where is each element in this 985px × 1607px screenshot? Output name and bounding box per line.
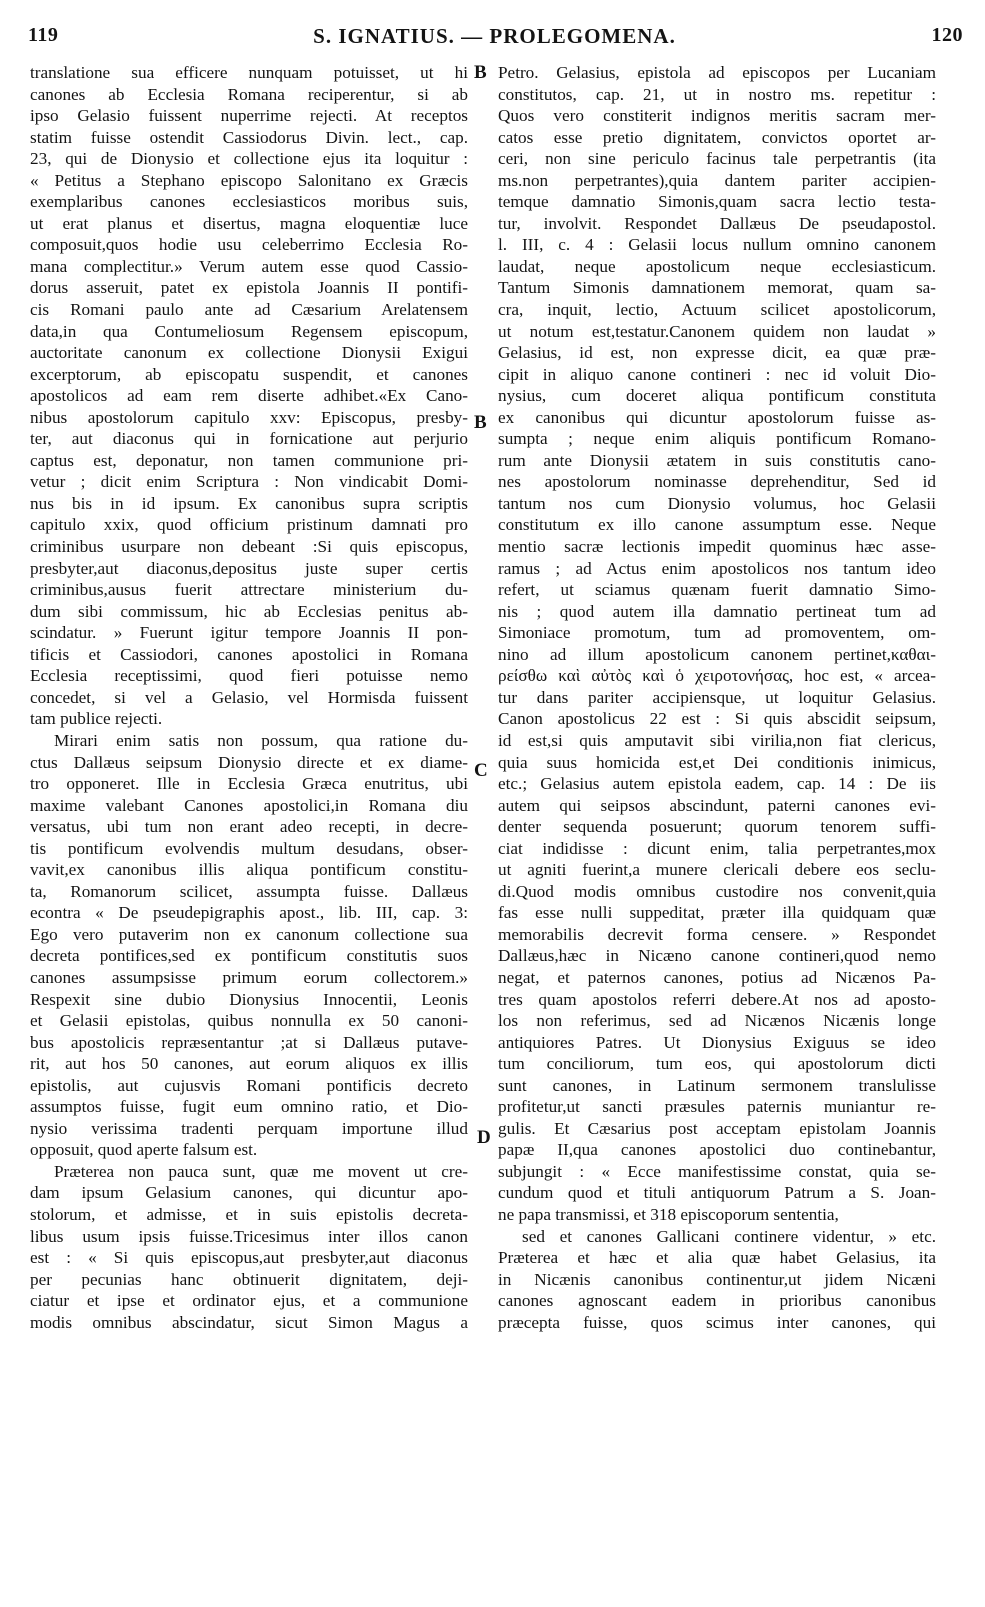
text-line: stolorum, et admisse, et in suis epistolis decreta- bbox=[30, 1204, 468, 1224]
text-line: cra, inquit, lectio, Actuum scilicet apostolicorum, bbox=[498, 300, 936, 320]
text-line: ciatur et ipse et ordinator ejus, et a communione bbox=[30, 1291, 468, 1311]
text-line: tur dans pariter accipiensque, ut loquitur Gelasius. bbox=[498, 687, 936, 707]
text-line: ne papa transmissi, et 318 episcoporum sententia, bbox=[498, 1204, 839, 1224]
margin-marker-d: D bbox=[477, 1127, 491, 1148]
text-line: subjungit : « Ecce manifestissime constat, quia se- bbox=[498, 1161, 936, 1181]
text-line: sumpta ; neque enim aliquis pontificum Romano- bbox=[498, 429, 936, 449]
text-line: rit, aut hos 50 canones, aut eorum aliquos ex illis bbox=[30, 1054, 468, 1074]
text-line: capitulo xxix, quod officium pristinum damnati pro bbox=[30, 515, 468, 535]
text-line: quia suus homicida est,et Dei conditionis inimicus, bbox=[498, 752, 936, 772]
text-line: econtra « De pseudepigraphis apost., lib. III, cap. 3: bbox=[30, 903, 468, 923]
text-line: ρείσθω καὶ αὐτὸς καὶ ὁ χειροτονήσας, hoc est, « arcea- bbox=[498, 666, 936, 686]
text-line: presbyter,aut diaconus,depositus juste super certis bbox=[30, 558, 468, 578]
margin-marker-b-top: B bbox=[474, 62, 487, 83]
text-line: Petro. Gelasius, epistola ad episcopos per Lucaniam bbox=[498, 63, 936, 82]
text-line: nysio verissima tradenti perquam importune illud bbox=[30, 1118, 468, 1138]
text-line: concedet, si vel a Gelasio, vel Hormisda fuissent bbox=[30, 687, 468, 707]
text-line: maxime valebant Canones apostolici,in Romana diu bbox=[30, 795, 468, 815]
text-line: constitutum ex illo canone assumptum esse. Neque bbox=[498, 515, 936, 535]
text-line: tro opponeret. Ille in Ecclesia Græca enutritus, ubi bbox=[30, 774, 468, 794]
text-line: tis pontificum evolvendis multum desudans, obser- bbox=[30, 838, 468, 858]
margin-marker-b-middle: B bbox=[474, 412, 487, 433]
text-line: los non referimus, sed ad Nicænos Nicænis longe bbox=[498, 1011, 936, 1031]
text-line: papæ II,qua canones apostolici duo continebantur, bbox=[498, 1140, 936, 1160]
text-line: l. III, c. 4 : Gelasii locus nullum omnino canonem bbox=[498, 235, 936, 255]
text-line: mentio sacræ lectionis impedit quominus hæc asse- bbox=[498, 537, 936, 557]
text-line: Ecclesia receptissimi, quod fieri potuisse nemo bbox=[30, 666, 468, 686]
text-line: epistolis, aut cujusvis Romani pontificis decreto bbox=[30, 1075, 468, 1095]
text-line: statim fuisse ostendit Cassiodorus Divin. lect., cap. bbox=[30, 127, 468, 147]
page-header bbox=[26, 24, 963, 54]
text-line: auctoritate canonum ex collectione Dionysii Exigui bbox=[30, 343, 468, 363]
text-line: versatus, ubi tum non erant adeo recepti, in decre- bbox=[30, 817, 468, 837]
text-line: scindatur. » Fuerunt igitur tempore Joannis II pon- bbox=[30, 623, 468, 643]
text-line: Ego vero putaverim non ex canonum collectione sua bbox=[30, 924, 468, 944]
text-line: data,in qua Contumeliosum Regensem episcopum, bbox=[30, 321, 468, 341]
text-line: canones ab Ecclesia Romana reciperentur, si ab bbox=[30, 84, 468, 104]
running-title: S. IGNATIUS. — PROLEGOMENA. bbox=[313, 24, 676, 48]
text-line: ter, aut diaconus qui in fornicatione aut perjurio bbox=[30, 429, 468, 449]
text-line: Gelasius, id est, non expresse dicit, ea quæ præ- bbox=[498, 343, 936, 363]
text-line: ut erat planus et disertus, magna eloquentiæ luce bbox=[30, 213, 468, 233]
text-line: Tantum Simonis damnationem memorat, quam sa- bbox=[498, 278, 936, 298]
text-line: dorus asseruit, patet ex epistola Joannis II pontifi- bbox=[30, 278, 468, 298]
text-line: ipso Gelasio fuissent nuperrime rejecti. At receptos bbox=[30, 106, 468, 126]
text-line: apostolicos ad eam rem diserte adhibet.«Ex Cano- bbox=[30, 386, 468, 406]
text-line: rum ante Dionysii ætatem in suis constitutis cano- bbox=[498, 450, 936, 470]
text-line: dum sibi commissum, hic ab Ecclesias penitus ab- bbox=[30, 601, 468, 621]
text-line: præcepta fuisse, quos scimus inter canones, qui bbox=[498, 1312, 936, 1332]
text-line: exemplaribus canones ecclesiasticos moribus suis, bbox=[30, 192, 468, 212]
text-line: criminibus usurpare non debeant :Si quis episcopus, bbox=[30, 537, 468, 557]
text-line: ceri, non sine periculo facinus tale perpetrantis (ita bbox=[498, 149, 936, 169]
text-line: est : « Si quis episcopus,aut presbyter,aut diaconus bbox=[30, 1248, 468, 1268]
text-line: temque damnatio Simonis,quam sacra lectio testa- bbox=[498, 192, 936, 212]
left-text-column bbox=[30, 62, 468, 1333]
text-line: nus bis in id ipsum. Ex canonibus supra scriptis bbox=[30, 493, 468, 513]
text-line: gulis. Et Cæsarius post acceptam epistolam Joannis bbox=[498, 1118, 936, 1138]
text-line: ramus ; ad Actus enim apostolicos nos tantum ideo bbox=[498, 558, 936, 578]
text-line: etc.; Gelasius autem epistola eadem, cap. 14 : De iis bbox=[498, 774, 936, 794]
text-line: Mirari enim satis non possum, qua ratione du- bbox=[54, 730, 468, 750]
text-line: sed et canones Gallicani continere videntur, » etc. bbox=[522, 1226, 936, 1246]
text-line: canones assumpsisse primum eorum collectorem.» bbox=[30, 967, 468, 987]
text-line: et Gelasii epistolas, quibus nonnulla ex 50 canoni- bbox=[30, 1011, 468, 1031]
text-line: per pecunias hanc obtinuerit dignitatem, deji- bbox=[30, 1269, 468, 1289]
page-number-left: 119 bbox=[28, 24, 59, 46]
text-line: decreta pontifices,sed ex pontificum constitutis suos bbox=[30, 946, 468, 966]
text-line: tificis et Cassiodori, canones apostolici in Romana bbox=[30, 644, 468, 664]
text-line: Respexit sine dubio Dionysius Innocentii, Leonis bbox=[30, 989, 468, 1009]
text-line: in Nicænis canonibus continentur,ut jidem Nicæni bbox=[498, 1269, 936, 1289]
text-line: cipit in aliquo canone contineri : nec id voluit Dio- bbox=[498, 364, 936, 384]
text-line: cundum quod et tituli antiquorum Patrum a S. Joan- bbox=[498, 1183, 936, 1203]
text-line: ms.non perpetrantes),quia dantem pariter accipien- bbox=[498, 170, 936, 190]
text-line: bus apostolicis repræsentantur ;at si Dallæus putave- bbox=[30, 1032, 468, 1052]
text-line: captus est, deponatur, non tamen communione pri- bbox=[30, 450, 468, 470]
text-line: « Petitus a Stephano episcopo Salonitano ex Græcis bbox=[30, 170, 468, 190]
text-line: ciat indidisse : dicunt enim, talia perpetrantes,mox bbox=[498, 838, 936, 858]
text-line: ta, Romanorum scilicet, assumpta fuisse. Dallæus bbox=[30, 881, 468, 901]
text-line: 23, qui de Dionysio et collectione ejus ita loquitur : bbox=[30, 149, 468, 169]
text-line: vavit,ex canonibus illis aliqua pontificum constitu- bbox=[30, 860, 468, 880]
text-line: Simoniace promotum, tum ad promoventem, om- bbox=[498, 623, 936, 643]
text-line: mana complectitur.» Verum autem esse quod Cassio- bbox=[30, 256, 468, 276]
text-line: laudat, neque apostolicum neque ecclesiasticum. bbox=[498, 256, 936, 276]
text-line: constitutos, cap. 21, ut in nostro ms. repetitur : bbox=[498, 84, 936, 104]
text-line: denter sequenda posuerunt; quorum tenorem suffi- bbox=[498, 817, 936, 837]
text-line: translatione sua efficere nunquam potuisset, ut hi bbox=[30, 63, 468, 82]
text-line: tam publice rejecti. bbox=[30, 709, 163, 729]
text-line: opposuit, quod aperte falsum est. bbox=[30, 1140, 258, 1160]
text-line: cis Romani paulo ante ad Cæsarium Arelatensem bbox=[30, 300, 468, 320]
text-line: vetur ; dicit enim Scriptura : Non vindicabit Domi- bbox=[30, 472, 468, 492]
text-line: composuit,quos hodie usu celeberrimo Ecclesia Ro- bbox=[30, 235, 468, 255]
text-line: tum conciliorum, tum eos, qui apostolorum dicti bbox=[498, 1054, 936, 1074]
text-line: Canon apostolicus 22 est : Si quis abscidit seipsum, bbox=[498, 709, 936, 729]
text-line: di.Quod modis omnibus custodire nos convenit,quia bbox=[498, 881, 936, 901]
text-line: tres quam apostolos referri debere.At nos ad aposto- bbox=[498, 989, 936, 1009]
text-line: refert, ut sciamus quænam fuerit damnatio Simo- bbox=[498, 580, 936, 600]
text-line: tantum nos cum Dionysio volumus, hoc Gelasii bbox=[498, 493, 936, 513]
text-line: nes apostolorum nominasse deprehenditur, Sed id bbox=[498, 472, 936, 492]
text-line: id est,si quis amputavit sibi virilia,non fiat clericus, bbox=[498, 730, 936, 750]
margin-marker-c: C bbox=[474, 760, 488, 781]
text-line: criminibus,ausus fuerit attrectare ministerium du- bbox=[30, 580, 468, 600]
right-text-column bbox=[498, 62, 936, 1333]
text-line: ut agniti fuerint,a munere clericali debere eos seclu- bbox=[498, 860, 936, 880]
text-line: excerptorum, ab episcopatu suspendit, et canones bbox=[30, 364, 468, 384]
text-line: libus usum ipsis fuisse.Tricesimus inter illos canon bbox=[30, 1226, 468, 1246]
text-line: Præterea non pauca sunt, quæ me movent ut cre- bbox=[54, 1161, 468, 1181]
text-line: antiquiores Patres. Ut Dionysius Exiguus se ideo bbox=[498, 1032, 936, 1052]
text-line: negat, et paternos canones, potius ad Nicænos Pa- bbox=[498, 967, 936, 987]
text-line: nis ; quod autem illa damnatio pertineat tum ad bbox=[498, 601, 936, 621]
text-line: Quos vero constiterit indignos meritis sacram mer- bbox=[498, 106, 936, 126]
text-line: ut notum est,testatur.Canonem quidem non laudat » bbox=[498, 321, 936, 341]
text-line: autem qui seipsos abscindunt, paterni canones evi- bbox=[498, 795, 936, 815]
text-line: Præterea et hæc et alia quæ habet Gelasius, ita bbox=[498, 1248, 936, 1268]
text-line: catos esse pretio dignitatem, convictos oportet ar- bbox=[498, 127, 936, 147]
page-number-right: 120 bbox=[931, 24, 963, 46]
text-line: sunt canones, in Latinum sermonem translulisse bbox=[498, 1075, 936, 1095]
text-line: modis omnibus abscindatur, sicut Simon Magus a bbox=[30, 1312, 468, 1332]
text-line: canones agnoscant eadem in prioribus canonibus bbox=[498, 1291, 936, 1311]
text-line: fas esse nulli suppeditat, præter illa quidquam quæ bbox=[498, 903, 936, 923]
text-line: nibus apostolorum capitulo xxv: Episcopus, presby- bbox=[30, 407, 468, 427]
text-line: ctus Dallæus seipsum Dionysio directe et ex diame- bbox=[30, 752, 468, 772]
text-line: nino ad illum apostolicum canonem pertinet,καθαι- bbox=[498, 644, 936, 664]
text-line: profitetur,ut sancti præsules paternis muniantur re- bbox=[498, 1097, 936, 1117]
text-line: assumptos fuisse, fugit eum omnino ratio, et Dio- bbox=[30, 1097, 468, 1117]
text-line: tur, involvit. Respondet Dallæus De pseudapostol. bbox=[498, 213, 936, 233]
text-line: Dallæus,hæc in Nicæno canone contineri,quod nemo bbox=[498, 946, 936, 966]
text-line: nysius, cum doceret aliqua pontificum constituta bbox=[498, 386, 936, 406]
text-line: memorabilis decrevit forma censere. » Respondet bbox=[498, 924, 936, 944]
text-line: ex canonibus qui dicuntur apostolorum fuisse as- bbox=[498, 407, 936, 427]
text-line: dam ipsum Gelasium canones, qui dicuntur apo- bbox=[30, 1183, 468, 1203]
